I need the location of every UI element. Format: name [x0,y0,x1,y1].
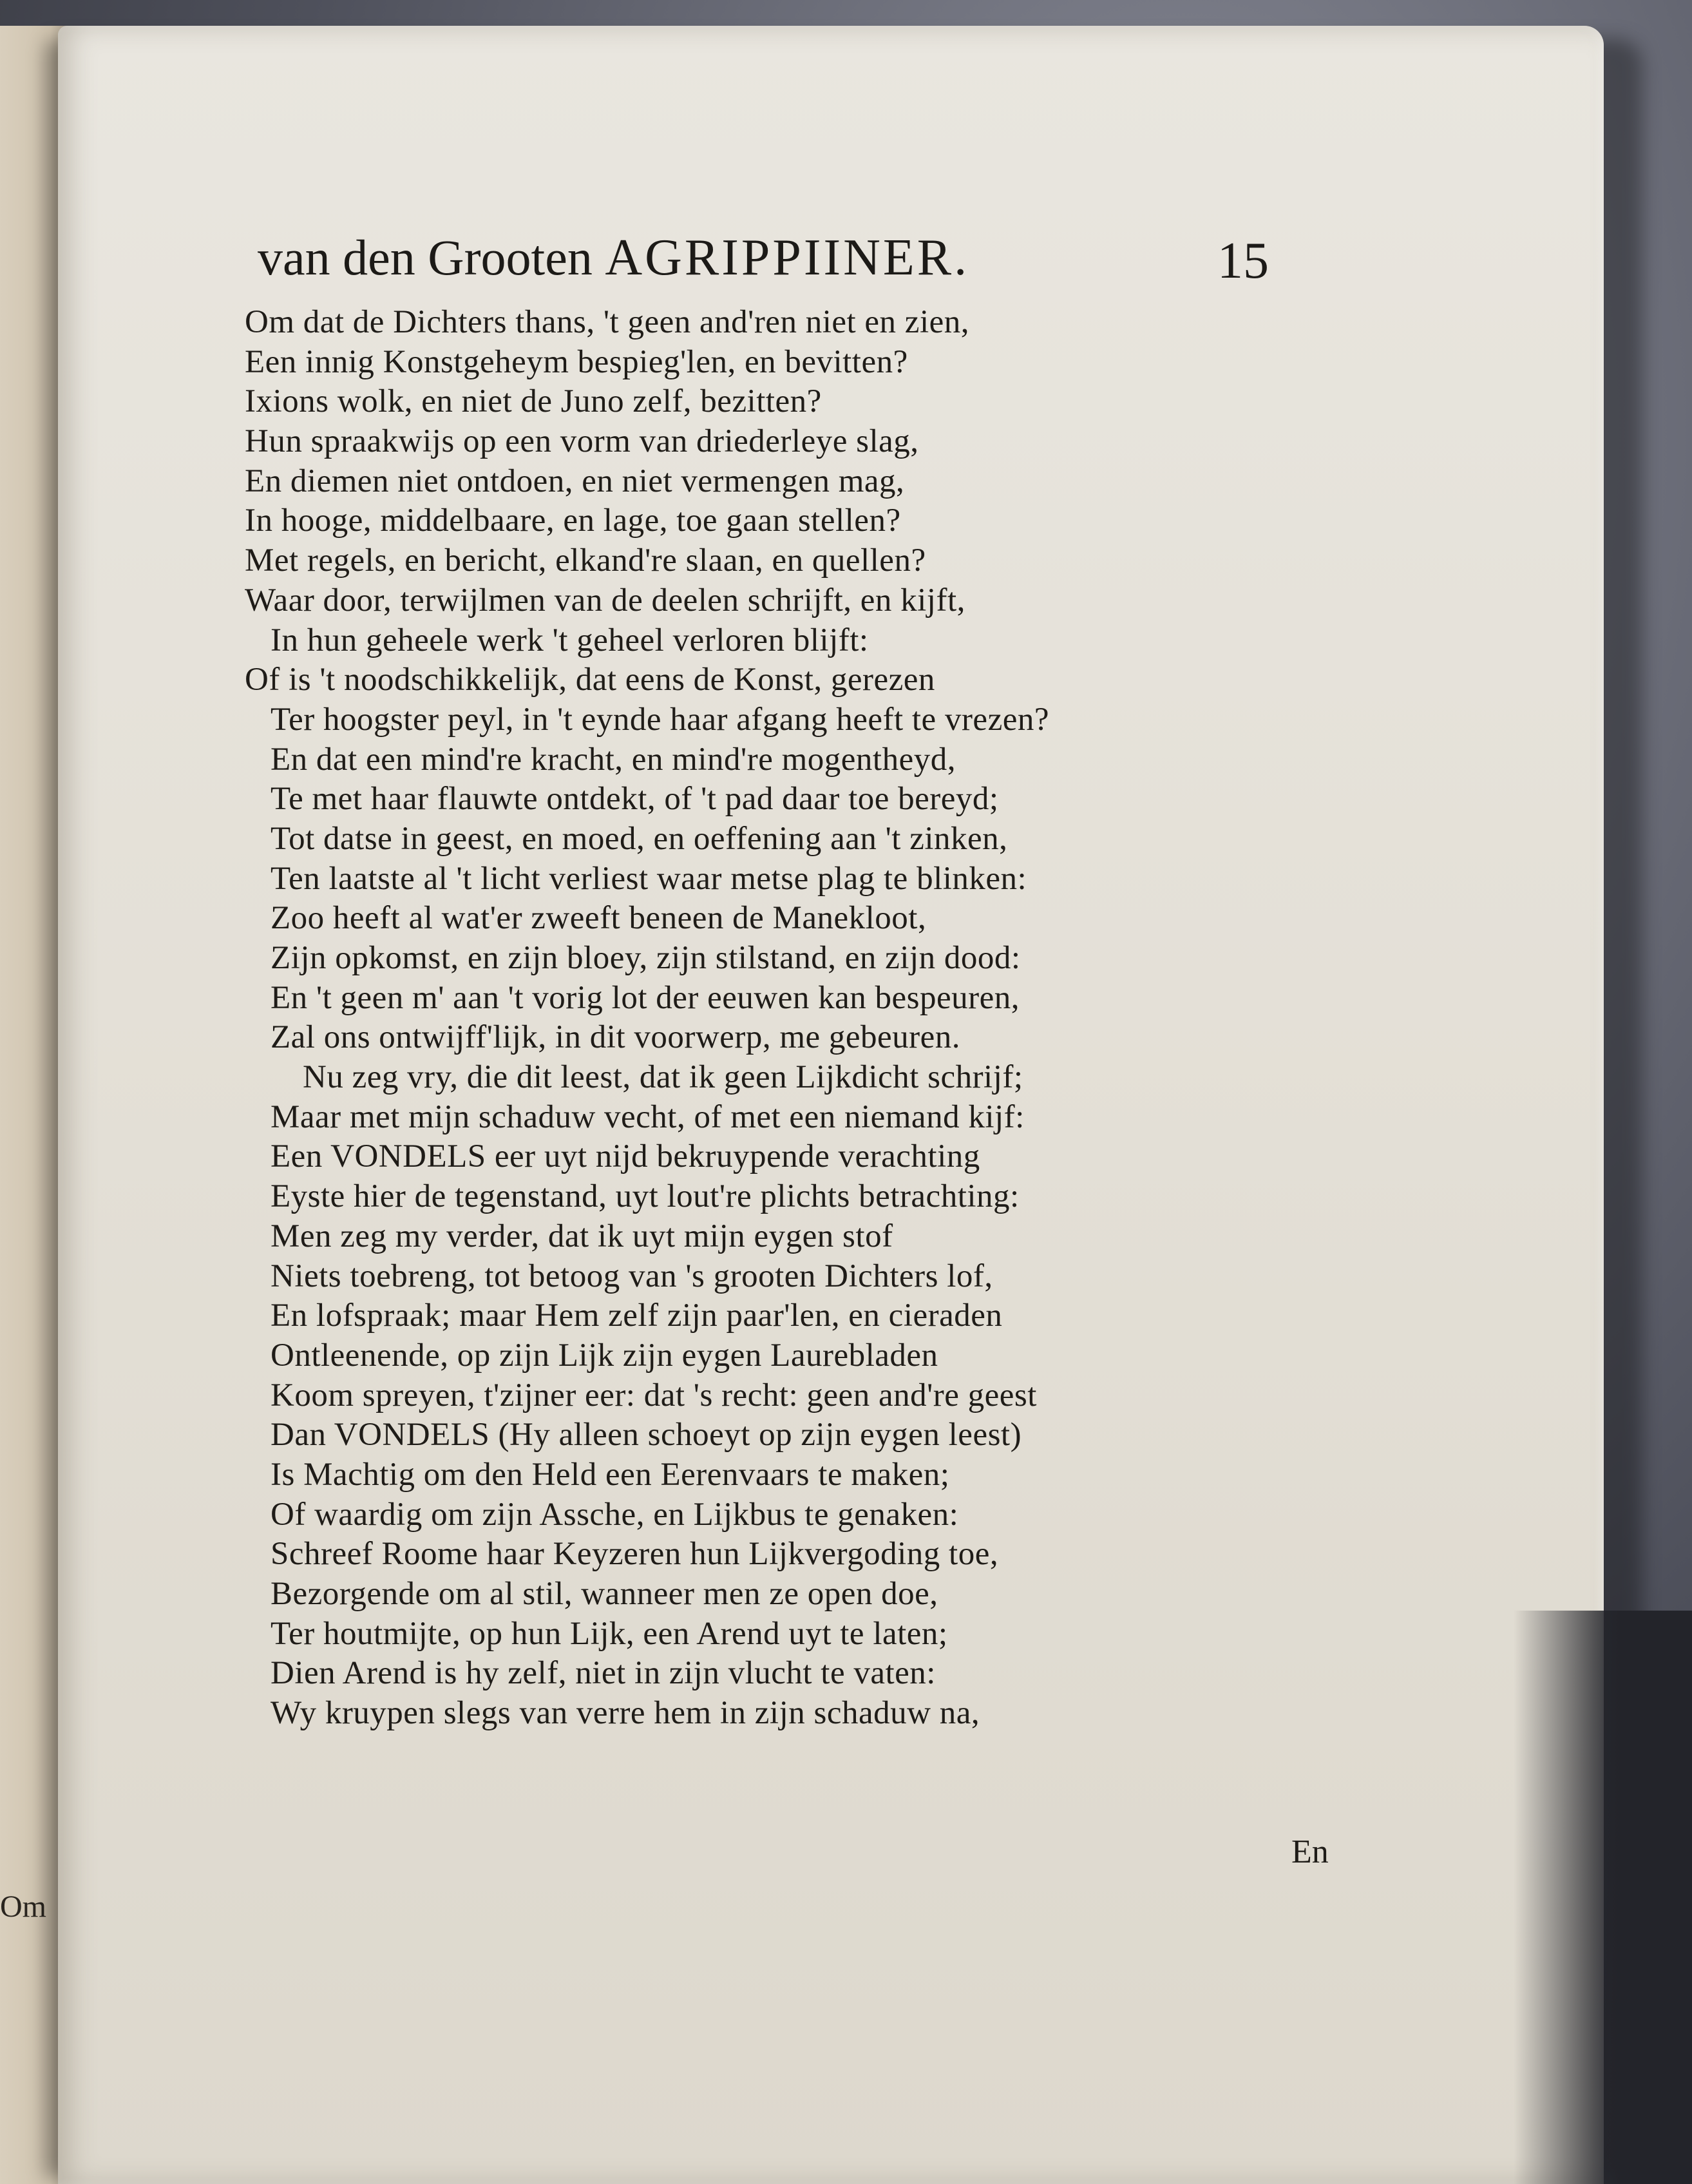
page-number: 15 [1217,233,1269,289]
poem-line: Bezorgende om al stil, wanneer men ze open doe, [271,1576,938,1612]
poem-line: Ixions wolk, en niet de Juno zelf, bezitten? [245,383,822,420]
poem-line: Dan VONDELS (Hy alleen schoeyt op zijn eygen leest) [271,1417,1022,1453]
poem-line: Is Machtig om den Held een Eerenvaars te maken; [271,1456,950,1493]
poem-line: Zijn opkomst, en zijn bloey, zijn stilstand, en zijn dood: [271,940,1021,976]
catchword: En [1291,1834,1329,1870]
poem-line: Eyste hier de tegenstand, uyt lout're plichts betrachting: [271,1178,1020,1215]
poem-line: En 't geen m' aan 't vorig lot der eeuwen kan bespeuren, [271,979,1020,1016]
poem-line: En diemen niet ontdoen, en niet vermengen mag, [245,463,905,499]
poem-text [245,303,1340,1849]
poem-line: Te met haar flauwte ontdekt, of 't pad daar toe bereyd; [271,781,999,818]
poem-line: Koom spreyen, t'zijner eer: dat 's recht: geen and're geest [271,1377,1037,1413]
poem-line: En lofspraak; maar Hem zelf zijn paar'len, en cieraden [271,1298,1003,1334]
poem-line: Een innig Konstgeheym bespieg'len, en bevitten? [245,343,908,380]
poem-line: Om dat de Dichters thans, 't geen and'ren niet en zien, [245,304,969,340]
facing-page-catchword: Om [0,1890,46,1924]
running-head [258,219,1275,296]
running-head-prefix: van den Grooten [258,229,605,285]
poem-line: Ontleenende, op zijn Lijk zijn eygen Laurebladen [271,1337,938,1374]
poem-line: In hooge, middelbaare, en lage, toe gaan stellen? [245,503,901,539]
poem-line: Een VONDELS eer uyt nijd bekruypende verachting [271,1138,980,1175]
poem-line: In hun geheele werk 't geheel verloren blijft: [271,622,869,658]
poem-line: Wy kruypen slegs van verre hem in zijn schaduw na, [271,1695,980,1732]
poem-line: Men zeg my verder, dat ik uyt mijn eygen stof [271,1218,893,1254]
poem-line: Maar met mijn schaduw vecht, of met een niemand kijf: [271,1098,1025,1135]
poem-line: Ten laatste al 't licht verliest waar metse plag te blinken: [271,860,1027,897]
poem-line: Zal ons ontwijff'lijk, in dit voorwerp, me gebeuren. [271,1019,961,1056]
poem-line: Niets toebreng, tot betoog van 's grooten Dichters lof, [271,1258,993,1294]
poem-line: En dat een mind're kracht, en mind're mogentheyd, [271,741,956,778]
table-shadow [1514,1611,1692,2184]
poem-line: Tot datse in geest, en moed, en oeffening aan 't zinken, [271,820,1008,857]
poem-line: Schreef Roome haar Keyzeren hun Lijkvergoding toe, [271,1536,999,1573]
poem-line: Of waardig om zijn Assche, en Lijkbus te genaken: [271,1496,959,1533]
poem-line: Zoo heeft al wat'er zweeft beneen de Manekloot, [271,900,927,937]
poem-line: Met regels, en bericht, elkand're slaan, en quellen? [245,542,926,579]
poem-line: Nu zeg vry, die dit leest, dat ik geen Lijkdicht schrijf; [303,1059,1023,1096]
poem-line: Hun spraakwijs op een vorm van driederleye slag, [245,423,919,460]
poem-line: Ter houtmijte, op hun Lijk, een Arend uyt te laten; [271,1615,948,1652]
poem-line: Waar door, terwijlmen van de deelen schrijft, en kijft, [245,582,965,618]
poem-line: Dien Arend is hy zelf, niet in zijn vlucht te vaten: [271,1655,936,1692]
running-head-name: AGRIPPIINER. [605,229,970,286]
poem-line: Ter hoogster peyl, in 't eynde haar afgang heeft te vrezen? [271,701,1049,738]
poem-line: Of is 't noodschikkelijk, dat eens de Konst, gerezen [245,662,935,698]
